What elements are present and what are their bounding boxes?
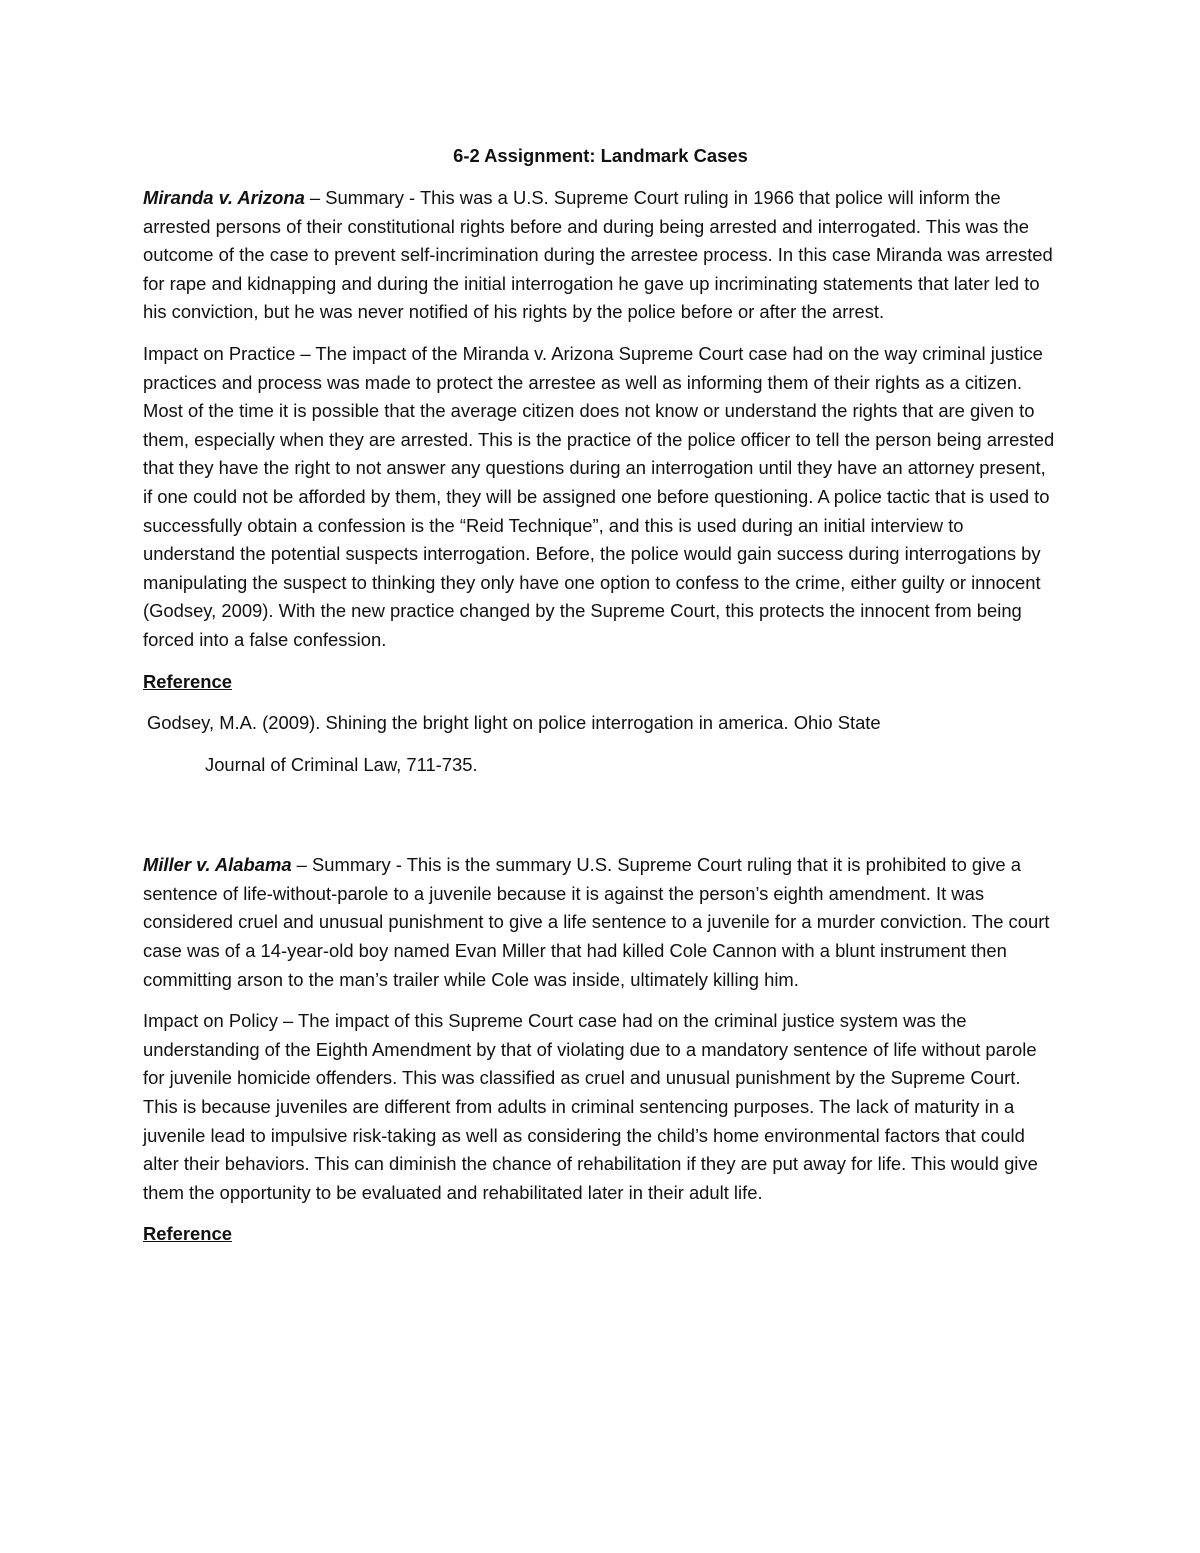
miranda-case-name: Miranda v. Arizona (143, 187, 305, 208)
page-title: 6-2 Assignment: Landmark Cases (453, 145, 748, 166)
miller-impact-paragraph: Impact on Policy – The impact of this Supreme Court case had on the criminal justice system was the understanding of the Eighth Amendment by that of violating due to a mandatory sentence of life without parole for juvenile homicide offenders. This was classified as cruel and unusual punishment by the Supreme Court. This is because juveniles are different from adults in criminal sentencing purposes. The lack of maturity in a juvenile lead to impulsive risk-taking as well as considering the child’s home environmental factors that could alter their behaviors. This can diminish the chance of rehabilitation if they are put away for life. This would give them the opportunity to be evaluated and rehabilitated later in their adult life. (143, 1010, 1038, 1203)
miller-case-name: Miller v. Alabama (143, 854, 292, 876)
miller-summary-paragraph (143, 851, 1058, 994)
miranda-summary-text: – Summary - This was a U.S. Supreme Court ruling in 1966 that police will inform the arrested persons of their constitutional rights before and during being arrested and interrogated. This was the outcome of the case to prevent self-incrimination during the arrestee process. In this case Miranda was arrested for rape and kidnapping and during the initial interrogation he gave up incriminating statements that later led to his conviction, but he was never notified of his rights by the police before or after the arrest. (143, 187, 1053, 323)
miranda-reference-line1: Godsey, M.A. (2009). Shining the bright light on police interrogation in america. Ohio State (147, 712, 881, 734)
miranda-summary-paragraph (143, 184, 1058, 327)
miranda-impact-paragraph: Impact on Practice – The impact of the Miranda v. Arizona Supreme Court case had on the way criminal justice practices and process was made to protect the arrestee as well as informing them of their rights as a citizen. Most of the time it is possible that the average citizen does not know or understand the rights that are given to them, especially when they are arrested. This is the practice of the police officer to tell the person being arrested that they have the right to not answer any questions during an interrogation until they have an attorney present, if one could not be afforded by them, they will be assigned one before questioning. A police tactic that is used to successfully obtain a confession is the “Reid Technique”, and this is used during an initial interview to understand the potential suspects interrogation. Before, the police would gain success during interrogations by manipulating the suspect to thinking they only have one option to confess to the crime, either guilty or innocent (Godsey, 2009). With the new practice changed by the Supreme Court, this protects the innocent from being forced into a false confession. (143, 342, 1055, 650)
miranda-reference-heading: Reference (143, 670, 232, 692)
miller-summary-text: – Summary - This is the summary U.S. Supreme Court ruling that it is prohibited to give a sentence of life-without-parole to a juvenile because it is against the person’s eighth amendment. It was considered cruel and unusual punishment to give a life sentence to a juvenile for a murder conviction. The court case was of a 14-year-old boy named Evan Miller that had killed Cole Cannon with a blunt instrument then committing arson to the man’s trailer while Cole was inside, ultimately killing him. (143, 854, 1050, 990)
miller-reference-heading: Reference (143, 1223, 232, 1245)
document-body (143, 140, 1058, 1262)
miranda-reference-line2: Journal of Criminal Law, 711-735. (205, 753, 478, 775)
